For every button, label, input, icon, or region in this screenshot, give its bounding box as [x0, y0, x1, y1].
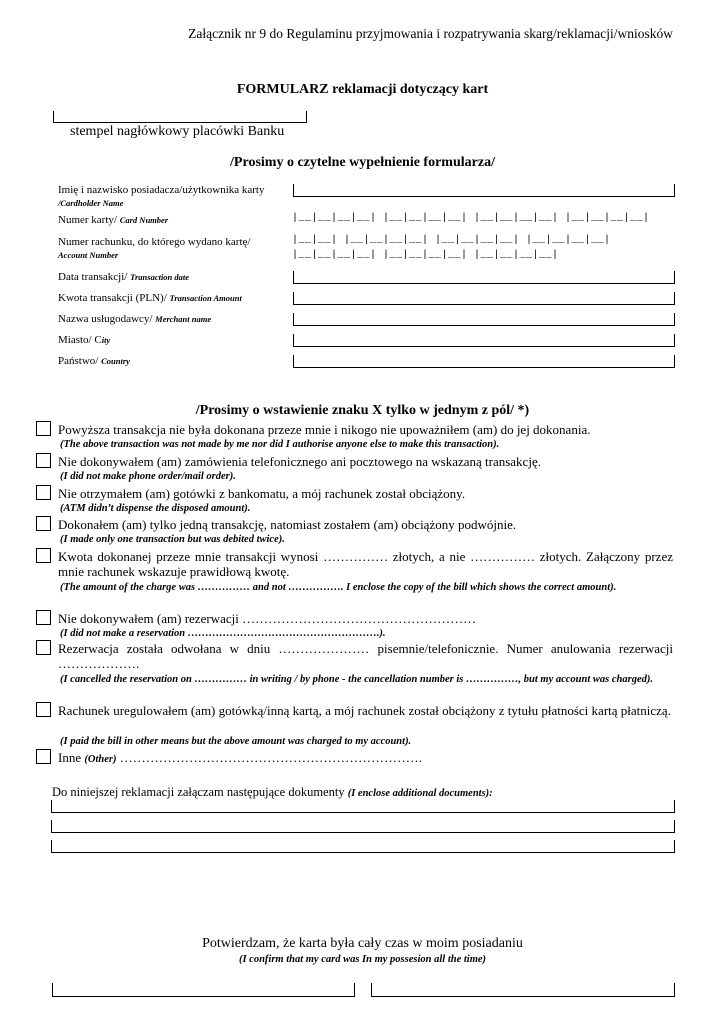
account-number-label: Numer rachunku, do którego wydano kartę/ Account Number — [58, 236, 251, 260]
option-8-text: Rachunek uregulowałem (am) gotówką/inną kartą, a mój rachunek został obciążony z tytułu płatności kartą płatniczą. — [58, 703, 671, 718]
option-4-checkbox[interactable] — [36, 516, 51, 531]
option-1-checkbox[interactable] — [36, 421, 51, 436]
transaction-date-label: Data transakcji/ Transaction date — [58, 271, 190, 283]
form-title: FORMULARZ reklamacji dotyczący kart — [236, 82, 489, 97]
possession-confirmation: Potwierdzam, że karta była cały czas w moim posiadaniu — [202, 936, 523, 951]
country-label: Państwo/ Country — [58, 355, 130, 367]
option-3-text: Nie otrzymałem (am) gotówki z bankomatu, a mój rachunek został obciążony. — [58, 486, 466, 501]
option-6-checkbox[interactable] — [36, 610, 51, 625]
option-7-text: Rezerwacja została odwołana w dniu ………………… pisemnie/telefonicznie. Numer anulowania rezerwacji ………………. — [58, 641, 673, 671]
document-line-3[interactable] — [51, 840, 675, 853]
country-input[interactable] — [293, 355, 675, 368]
option-1-text-en: (The above transaction was not made by me nor did I authorise anyone else to make this transaction). — [60, 439, 500, 450]
option-5-text-en: (The amount of the charge was …………… and not ……………. I enclose the copy of the bill which shows the correct amount). — [60, 582, 617, 593]
attachment-header: Załącznik nr 9 do Regulaminu przyjmowania i rozpatrywania skarg/reklamacji/wniosków — [188, 26, 673, 41]
transaction-amount-label: Kwota transakcji (PLN)/ Transaction Amount — [58, 292, 242, 304]
card-number-input[interactable]: |__|__|__|__| |__|__|__|__| |__|__|__|__| |__|__|__|__| — [292, 213, 650, 224]
option-3-text-en: (ATM didn’t dispense the disposed amount). — [60, 503, 251, 514]
city-label: Miasto/ City — [58, 334, 111, 346]
documents-label: Do niniejszej reklamacji załączam następujące dokumenty (I enclose additional documents): — [52, 785, 493, 799]
option-5-checkbox[interactable] — [36, 548, 51, 563]
account-number-input-row2[interactable]: |__|__|__|__| |__|__|__|__| |__|__|__|__| — [292, 250, 559, 261]
option-7-checkbox[interactable] — [36, 640, 51, 655]
cardholder-label-en: /Cardholder Name — [58, 198, 124, 208]
option-2-text: Nie dokonywałem (am) zamówienia telefonicznego ani pocztowego na wskazaną transakcję. — [58, 454, 541, 469]
merchant-name-input[interactable] — [293, 313, 675, 326]
option-1-text: Powyższa transakcja nie była dokonana przeze mnie i nikogo nie upoważniłem (am) do jej dokonania. — [58, 422, 591, 437]
option-2-text-en: (I did not make phone order/mail order). — [60, 471, 236, 482]
account-number-label-en: Account Number — [58, 250, 119, 260]
option-6-text: Nie dokonywałem (am) rezerwacji ……………………………………………… — [58, 611, 477, 626]
option-8-text-en: (I paid the bill in other means but the above amount was charged to my account). — [60, 736, 412, 747]
fill-instruction: /Prosimy o czytelne wypełnienie formularza/ — [230, 155, 495, 170]
option-2-checkbox[interactable] — [36, 453, 51, 468]
option-5-text: Kwota dokonanej przeze mnie transakcji wynosi …………… złotych, a nie …………… złotych. Załączony przez mnie rachunek wskazuje prawidłową kwotę. — [58, 549, 673, 579]
option-8-checkbox[interactable] — [36, 702, 51, 717]
option-9-text: Inne (Other) ……………………………………………………………. — [58, 750, 422, 765]
option-6-text-en: (I did not make a reservation ……………………………………………….). — [60, 628, 386, 639]
stamp-field[interactable] — [53, 111, 307, 123]
cardholder-input[interactable] — [293, 184, 675, 197]
card-number-label: Numer karty/ Card Number — [58, 214, 169, 226]
option-9-checkbox[interactable] — [36, 749, 51, 764]
option-7-text-en: (I cancelled the reservation on …………… in writing / by phone - the cancellation number is ……………, but my account was charged). — [60, 674, 653, 685]
option-4-text-en: (I made only one transaction but was debited twice). — [60, 534, 285, 545]
option-3-checkbox[interactable] — [36, 485, 51, 500]
transaction-amount-input[interactable] — [293, 292, 675, 305]
document-line-1[interactable] — [51, 800, 675, 813]
transaction-date-input[interactable] — [293, 271, 675, 284]
city-input[interactable] — [293, 334, 675, 347]
date-signature-field-right[interactable] — [371, 983, 675, 997]
cardholder-label: Imię i nazwisko posiadacza/użytkownika karty /Cardholder Name — [58, 184, 265, 208]
option-9-dots: ……………………………………………………………. — [119, 750, 422, 765]
mark-instruction: /Prosimy o wstawienie znaku X tylko w jednym z pól/ *) — [195, 403, 530, 418]
merchant-name-label: Nazwa usługodawcy/ Merchant name — [58, 313, 212, 325]
stamp-label: stempel nagłówkowy placówki Banku — [70, 124, 285, 139]
option-4-text: Dokonałem (am) tylko jedną transakcję, natomiast zostałem (am) obciążony podwójnie. — [58, 517, 517, 532]
possession-confirmation-en: (I confirm that my card was In my possesion all the time) — [238, 954, 487, 965]
account-number-input-row1[interactable]: |__|__| |__|__|__|__| |__|__|__|__| |__|__|__|__| — [292, 235, 611, 246]
date-signature-field-left[interactable] — [52, 983, 355, 997]
document-line-2[interactable] — [51, 820, 675, 833]
